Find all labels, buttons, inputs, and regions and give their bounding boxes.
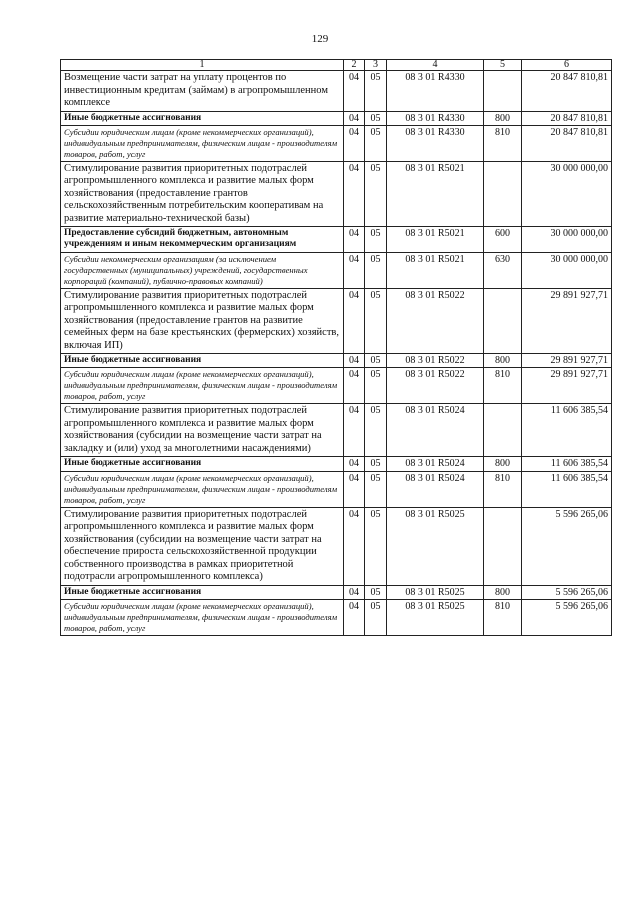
table-row (61, 111, 612, 125)
row-amount: 11 606 385,54 (522, 404, 612, 457)
table-header (61, 60, 612, 71)
table-row (61, 585, 612, 599)
table-row (61, 125, 612, 161)
row-expense-type: 810 (484, 599, 522, 635)
row-amount: 20 847 810,81 (522, 111, 612, 125)
row-expense-type: 800 (484, 457, 522, 471)
row-name: Возмещение части затрат на уплату процентов по инвестиционным кредитам (займам) в агропромышленном комплексе (61, 71, 344, 112)
row-subsection: 05 (365, 71, 387, 112)
row-expense-type (484, 288, 522, 354)
row-section: 04 (344, 457, 365, 471)
page-number: 129 (311, 33, 329, 45)
row-amount: 20 847 810,81 (522, 71, 612, 112)
row-target-code: 08 3 01 R5025 (387, 599, 484, 635)
row-amount: 5 596 265,06 (522, 599, 612, 635)
row-expense-type: 810 (484, 125, 522, 161)
row-target-code: 08 3 01 R5025 (387, 507, 484, 585)
row-expense-type: 800 (484, 354, 522, 368)
row-section: 04 (344, 354, 365, 368)
row-amount: 29 891 927,71 (522, 288, 612, 354)
row-name: Стимулирование развития приоритетных подотраслей агропромышленного комплекса и развитие малых форм хозяйствования (субсидии на возмещение части затрат на закладку и (или) уход за многолетними насаждениями) (61, 404, 344, 457)
header-col-5: 5 (484, 60, 522, 71)
row-name: Иные бюджетные ассигнования (61, 354, 344, 368)
row-expense-type: 810 (484, 368, 522, 404)
row-target-code: 08 3 01 R4330 (387, 111, 484, 125)
table-row (61, 404, 612, 457)
row-section: 04 (344, 471, 365, 507)
row-target-code: 08 3 01 R5024 (387, 457, 484, 471)
row-expense-type (484, 161, 522, 227)
row-amount: 30 000 000,00 (522, 161, 612, 227)
table-row (61, 288, 612, 354)
row-amount: 20 847 810,81 (522, 125, 612, 161)
table-row (61, 252, 612, 288)
row-section: 04 (344, 288, 365, 354)
row-section: 04 (344, 252, 365, 288)
header-col-3: 3 (365, 60, 387, 71)
row-subsection: 05 (365, 252, 387, 288)
row-expense-type: 800 (484, 111, 522, 125)
header-col-2: 2 (344, 60, 365, 71)
table-row (61, 227, 612, 252)
row-name: Стимулирование развития приоритетных подотраслей агропромышленного комплекса и развитие малых форм хозяйствования (предоставление грантов сельскохозяйственным потребительским кооперативам на развитие материально-технической базы) (61, 161, 344, 227)
row-section: 04 (344, 227, 365, 252)
row-section: 04 (344, 125, 365, 161)
table-row (61, 71, 612, 112)
table-row (61, 471, 612, 507)
row-name: Субсидии юридическим лицам (кроме некоммерческих организаций), индивидуальным предпринимателям, физическим лицам - производителям товаров, работ, услуг (61, 599, 344, 635)
table-row (61, 599, 612, 635)
row-section: 04 (344, 507, 365, 585)
row-section: 04 (344, 404, 365, 457)
row-expense-type: 600 (484, 227, 522, 252)
row-subsection: 05 (365, 111, 387, 125)
budget-table (60, 59, 612, 636)
row-subsection: 05 (365, 457, 387, 471)
row-amount: 11 606 385,54 (522, 457, 612, 471)
header-col-6: 6 (522, 60, 612, 71)
row-target-code: 08 3 01 R5021 (387, 227, 484, 252)
row-section: 04 (344, 368, 365, 404)
row-subsection: 05 (365, 368, 387, 404)
row-expense-type: 810 (484, 471, 522, 507)
table-row (61, 161, 612, 227)
row-subsection: 05 (365, 471, 387, 507)
row-section: 04 (344, 161, 365, 227)
row-name: Субсидии юридическим лицам (кроме некоммерческих организаций), индивидуальным предпринимателям, физическим лицам - производителям товаров, работ, услуг (61, 125, 344, 161)
row-amount: 5 596 265,06 (522, 507, 612, 585)
row-section: 04 (344, 71, 365, 112)
row-target-code: 08 3 01 R5024 (387, 404, 484, 457)
row-target-code: 08 3 01 R5025 (387, 585, 484, 599)
row-target-code: 08 3 01 R5021 (387, 161, 484, 227)
row-expense-type (484, 507, 522, 585)
table-row (61, 354, 612, 368)
row-expense-type: 630 (484, 252, 522, 288)
row-subsection: 05 (365, 125, 387, 161)
row-target-code: 08 3 01 R5021 (387, 252, 484, 288)
row-amount: 11 606 385,54 (522, 471, 612, 507)
row-subsection: 05 (365, 354, 387, 368)
row-name: Предоставление субсидий бюджетным, автономным учреждениям и иным некоммерческим организациям (61, 227, 344, 252)
row-name: Иные бюджетные ассигнования (61, 111, 344, 125)
row-amount: 30 000 000,00 (522, 252, 612, 288)
row-name: Субсидии некоммерческим организациям (за исключением государственных (муниципальных) учреждений, государственных корпораций (компаний), публично-правовых компаний) (61, 252, 344, 288)
row-amount: 30 000 000,00 (522, 227, 612, 252)
table-row (61, 457, 612, 471)
header-col-1: 1 (61, 60, 344, 71)
row-expense-type: 800 (484, 585, 522, 599)
row-subsection: 05 (365, 507, 387, 585)
row-name: Стимулирование развития приоритетных подотраслей агропромышленного комплекса и развитие малых форм хозяйствования (субсидии на возмещение части затрат на обеспечение прироста сельскохозяйственной продукции собственного производства в рамках приоритетной подотрасли агропромышленного комплекса) (61, 507, 344, 585)
table-row (61, 368, 612, 404)
table-body (61, 71, 612, 636)
header-row (61, 60, 612, 71)
row-target-code: 08 3 01 R5022 (387, 354, 484, 368)
row-subsection: 05 (365, 161, 387, 227)
row-amount: 29 891 927,71 (522, 368, 612, 404)
row-amount: 29 891 927,71 (522, 354, 612, 368)
row-name: Субсидии юридическим лицам (кроме некоммерческих организаций), индивидуальным предпринимателям, физическим лицам - производителям товаров, работ, услуг (61, 368, 344, 404)
row-section: 04 (344, 585, 365, 599)
row-name: Субсидии юридическим лицам (кроме некоммерческих организаций), индивидуальным предпринимателям, физическим лицам - производителям товаров, работ, услуг (61, 471, 344, 507)
row-target-code: 08 3 01 R5024 (387, 471, 484, 507)
row-amount: 5 596 265,06 (522, 585, 612, 599)
row-subsection: 05 (365, 585, 387, 599)
row-subsection: 05 (365, 227, 387, 252)
row-expense-type (484, 404, 522, 457)
header-col-4: 4 (387, 60, 484, 71)
row-subsection: 05 (365, 404, 387, 457)
row-target-code: 08 3 01 R5022 (387, 288, 484, 354)
row-section: 04 (344, 111, 365, 125)
row-expense-type (484, 71, 522, 112)
row-target-code: 08 3 01 R4330 (387, 71, 484, 112)
row-subsection: 05 (365, 288, 387, 354)
row-name: Иные бюджетные ассигнования (61, 585, 344, 599)
row-section: 04 (344, 599, 365, 635)
row-target-code: 08 3 01 R5022 (387, 368, 484, 404)
row-name: Иные бюджетные ассигнования (61, 457, 344, 471)
row-name: Стимулирование развития приоритетных подотраслей агропромышленного комплекса и развитие малых форм хозяйствования (предоставление грантов на развитие семейных ферм на базе крестьянских (фермерских) хозяйств, включая ИП) (61, 288, 344, 354)
row-subsection: 05 (365, 599, 387, 635)
table-row (61, 507, 612, 585)
row-target-code: 08 3 01 R4330 (387, 125, 484, 161)
